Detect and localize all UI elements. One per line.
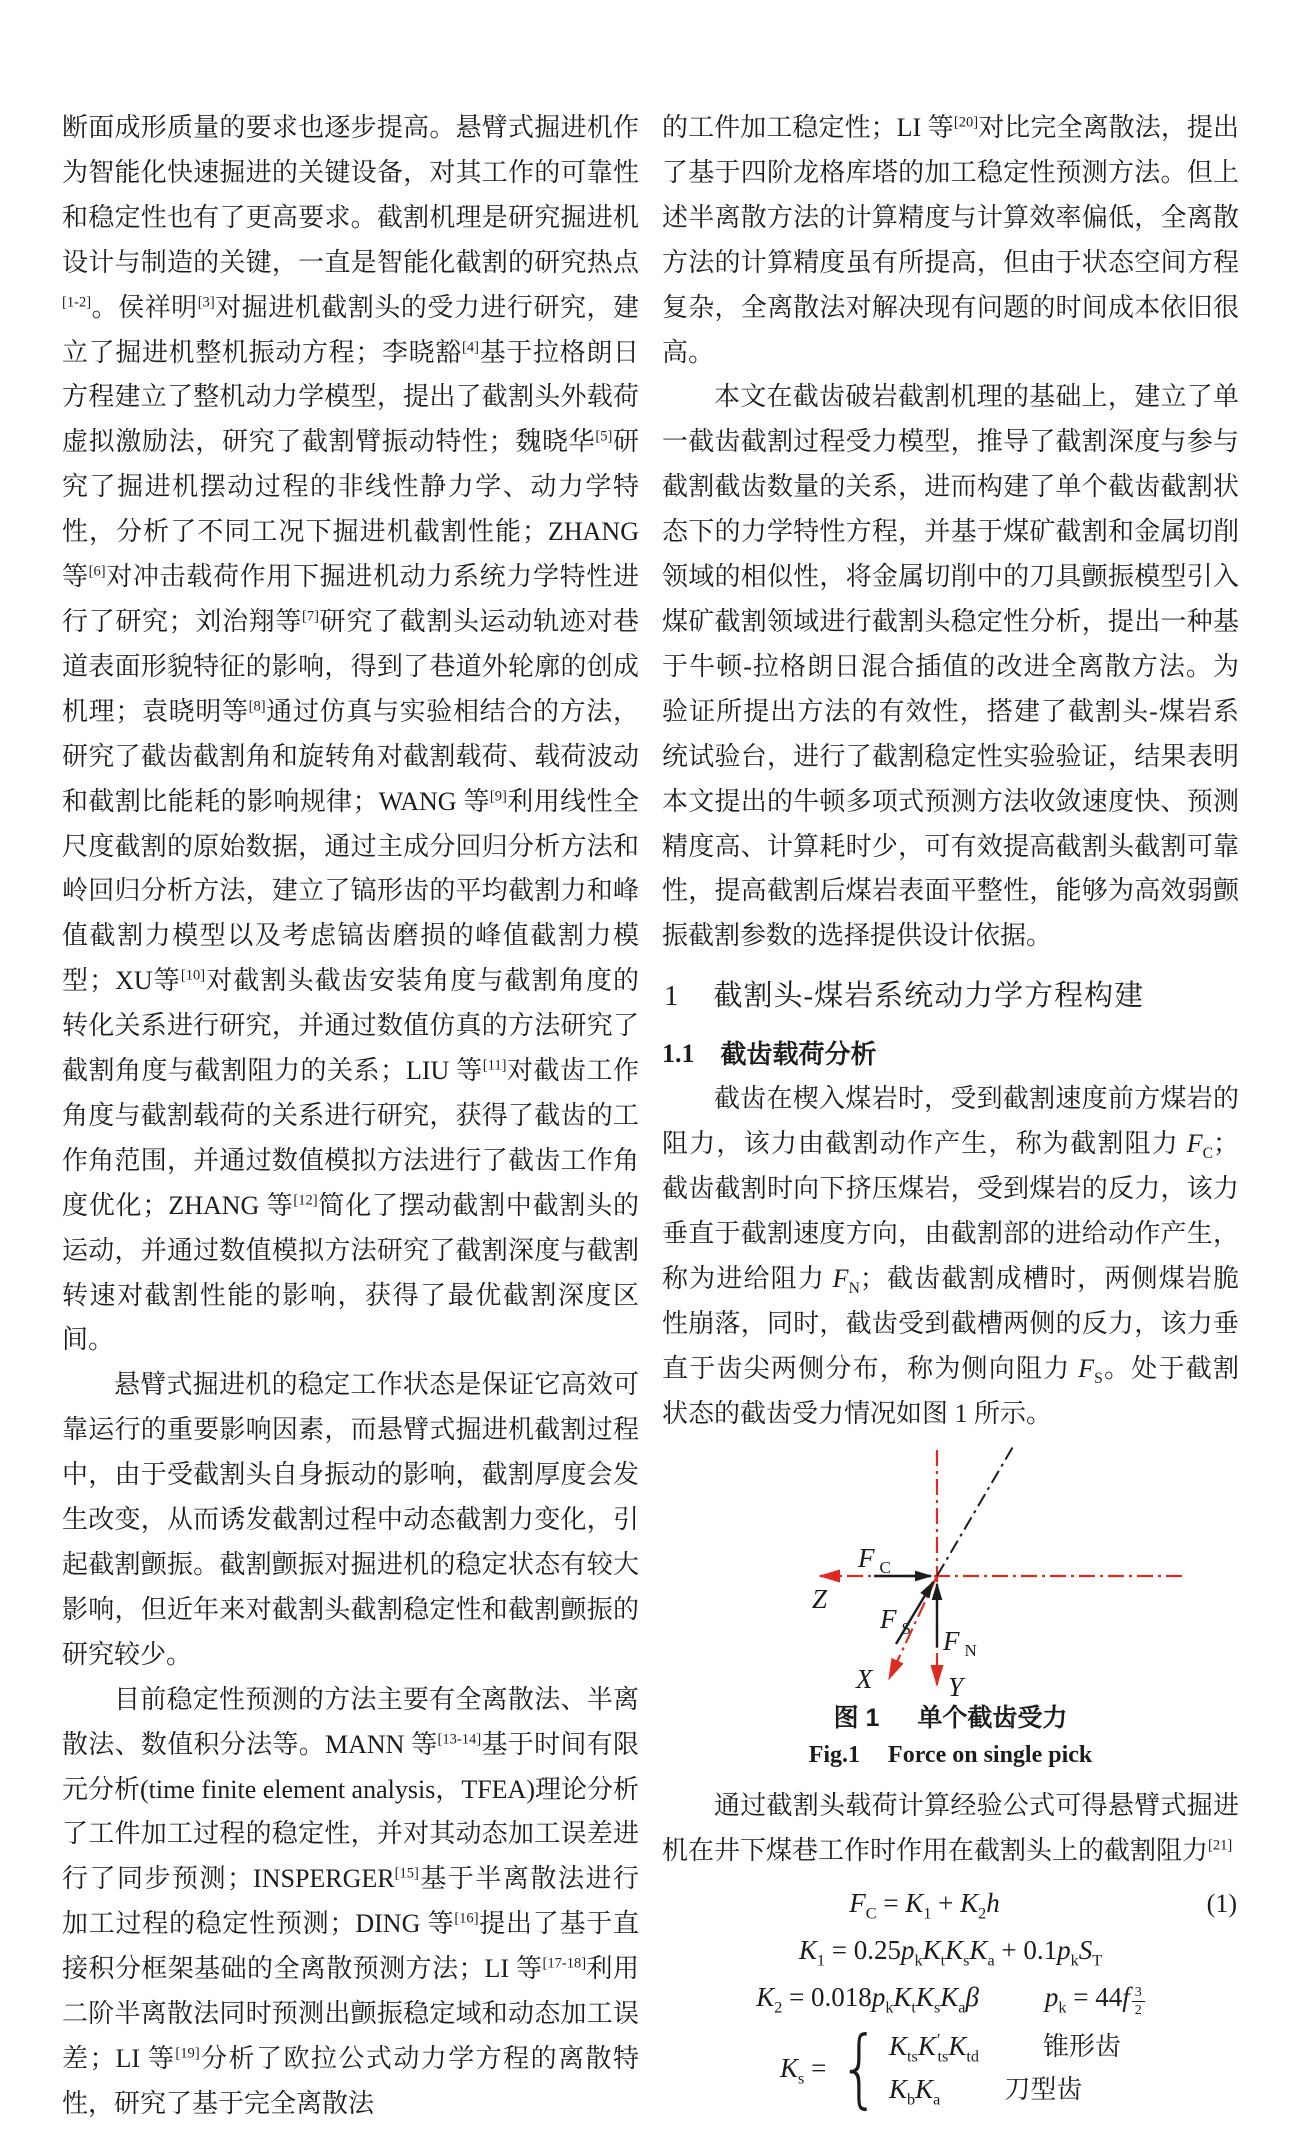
equation-block	[662, 1880, 1239, 2119]
equation-1	[662, 1880, 1239, 1927]
equation-4-case-row	[889, 2027, 1121, 2066]
pick-axis-line	[937, 1445, 1014, 1576]
equation-4	[662, 2018, 1239, 2119]
subsection-title: 截齿载荷分析	[720, 1039, 877, 1070]
equation-4-lhs: $K_s$ =	[780, 2052, 827, 2088]
equation-3-left: $K_2 = 0.018p_kK_tK_sK_a\beta$	[756, 1982, 979, 2017]
section-heading	[662, 973, 1239, 1019]
equation-4-case-row	[889, 2070, 1121, 2109]
figure-caption-en-number: Fig.1	[808, 1742, 861, 1769]
z-axis-label: Z	[812, 1584, 828, 1615]
equation-2	[662, 1927, 1239, 1974]
figure-caption-zh	[662, 1702, 1239, 1734]
paragraph: 通过截割头载荷计算经验公式可得悬臂式掘进机在井下煤巷工作时作用在截割头上的截割阻力[21]	[662, 1791, 1239, 1866]
x-axis-label: X	[856, 1664, 873, 1695]
subsection-number: 1.1	[662, 1039, 695, 1069]
paragraph: 目前稳定性预测的方法主要有全离散法、半离散法、数值积分法等。MANN 等[13-14]基于时间有限元分析(time finite element analysis，TFEA)理论分析了工件加工过程的稳定性，并对其动态加工误差进行了同步预测；INSPERGER[15]基于半离散法进行加工过程的稳定性预测；DING 等[16]提出了基于直接积分框架基础的全离散预测方法；LI 等[17-18]利用二阶半离散法同时预测出颤振稳定域和动态加工误差；LI 等[19]分析了欧拉公式动力学方程的离散特性，研究了基于完全离散法	[62, 1684, 639, 2118]
equation-3-right: $p_k = 44f$ $\frac{3}{2}$	[1045, 1974, 1145, 2021]
left-column	[62, 106, 639, 2127]
force-diagram	[662, 1442, 1239, 1700]
figure-caption-zh-number: 图 1	[833, 1704, 880, 1733]
equation-1-body: $F_C = K_1 + K_2h$	[849, 1888, 1000, 1923]
equation-4-case2-label: 刀型齿	[1004, 2075, 1083, 2105]
figure-caption-zh-text: 单个截齿受力	[917, 1704, 1068, 1733]
y-axis-label: Y	[948, 1672, 964, 1701]
paragraph: 断面成形质量的要求也逐步提高。悬臂式掘进机作为智能化快速掘进的关键设备，对其工作的可靠性和稳定性也有了更高要求。截割机理是研究掘进机设计与制造的关键，一直是智能化截割的研究热点[1-2]。侯祥明[3]对掘进机截割头的受力进行研究，建立了掘进机整机振动方程；李晓豁[4]基于拉格朗日方程建立了整机动力学模型，提出了截割头外载荷虚拟激励法，研究了截割臂振动特性；魏晓华[5]研究了掘进机摆动过程的非线性静力学、动力学特性，分析了不同工况下掘进机截割性能；ZHANG 等[6]对冲击载荷作用下掘进机动力系统力学特性进行了研究；刘治翔等[7]研究了截割头运动轨迹对巷道表面形貌特征的影响，得到了巷道外轮廓的创成机理；袁晓明等[8]通过仿真与实验相结合的方法，研究了截齿截割角和旋转角对截割载荷、载荷波动和截割比能耗的影响规律；WANG 等[9]利用线性全尺度截割的原始数据，通过主成分回归分析方法和岭回归分析方法，建立了镐形齿的平均截割力和峰值截割力模型以及考虑镐齿磨损的峰值截割力模型；XU等[10]对截割头截齿安装角度与截割角度的转化关系进行研究，并通过数值仿真的方法研究了截割角度与截割阻力的关系；LIU 等[11]对截齿工作角度与截割载荷的关系进行研究，获得了截齿的工作角范围，并通过数值模拟方法进行了截齿工作角度优化；ZHANG 等[12]简化了摆动截割中截割头的运动，并通过数值模拟方法研究了截割深度与截割转速对截割性能的影响，获得了最优截割深度区间。	[62, 113, 639, 1355]
figure-caption-en-text: Force on single pick	[888, 1742, 1093, 1769]
figure-caption-en	[662, 1738, 1239, 1772]
paragraph: 本文在截齿破岩截割机理的基础上，建立了单一截齿截割过程受力模型，推导了截割深度与参与截割截齿数量的关系，进而构建了单个截齿截割状态下的力学特性方程，并基于煤矿截割和金属切削领域的相似性，将金属切削中的刀具颤振模型引入煤矿截割领域进行截割头稳定性分析，提出一种基于牛顿-拉格朗日混合插值的改进全离散方法。为验证所提出方法的有效性，搭建了截割头-煤岩系统试验台，进行了截割稳定性实验验证，结果表明本文提出的牛顿多项式预测方法收敛速度快、预测精度高、计算耗时少，可有效提高截割头截割可靠性，提高截割后煤岩表面平整性，能够为高效弱颤振截割参数的选择提供设计依据。	[662, 382, 1239, 951]
figure-1	[662, 1442, 1239, 1772]
equation-2-body: $K_1 = 0.25p_kK_tK_sK_a + 0.1p_kS_T$	[798, 1935, 1103, 1970]
brace-glyph: {	[839, 2018, 881, 2119]
equation-4-case1-expr: $K_{ts}K'_{ts}K_{td}$	[889, 2030, 979, 2066]
fc-label: F C	[858, 1543, 891, 1578]
fn-label: F N	[943, 1626, 977, 1661]
subsection-heading	[662, 1033, 1239, 1075]
section-number: 1	[664, 980, 680, 1013]
paragraph: 截齿在楔入煤岩时，受到截割速度前方煤岩的阻力，该力由截割动作产生，称为截割阻力 $F_C$；截齿截割时向下挤压煤岩，受到煤岩的反力，该力垂直于截割速度方向，由截割部的进给动作产生，称为进给阻力 $F_N$；截齿截割成槽时，两侧煤岩脆性崩落，同时，截齿受到截槽两侧的反力，该力垂直于齿尖两侧分布，称为侧向阻力 $F_S$。处于截割状态的截齿受力情况如图 1 所示。	[662, 1084, 1239, 1428]
fs-label: F S	[880, 1604, 911, 1639]
equation-1-number: (1)	[1206, 1889, 1237, 1919]
paragraph: 的工件加工稳定性；LI 等[20]对比完全离散法，提出了基于四阶龙格库塔的加工稳定性预测方法。但上述半离散方法的计算精度与计算效率偏低，全离散方法的计算精度虽有所提高，但由于状态空间方程复杂，全离散法对解决现有问题的时间成本依旧很高。	[662, 113, 1239, 367]
right-column	[662, 106, 1239, 2119]
equation-4-case1-label: 锥形齿	[1042, 2032, 1121, 2062]
equation-3	[662, 1974, 1239, 2021]
equation-4-case2-expr: $K_bK_a$	[889, 2074, 941, 2109]
paragraph: 悬臂式掘进机的稳定工作状态是保证它高效可靠运行的重要影响因素，而悬臂式掘进机截割过程中，由于受截割头自身振动的影响，截割厚度会发生改变，从而诱发截割过程中动态截割力变化，引起截割颤振。截割颤振对掘进机的稳定状态有较大影响，但近年来对截割头截割稳定性和截割颤振的研究较少。	[62, 1370, 639, 1669]
section-title: 截割头-煤岩系统动力学方程构建	[713, 980, 1145, 1013]
